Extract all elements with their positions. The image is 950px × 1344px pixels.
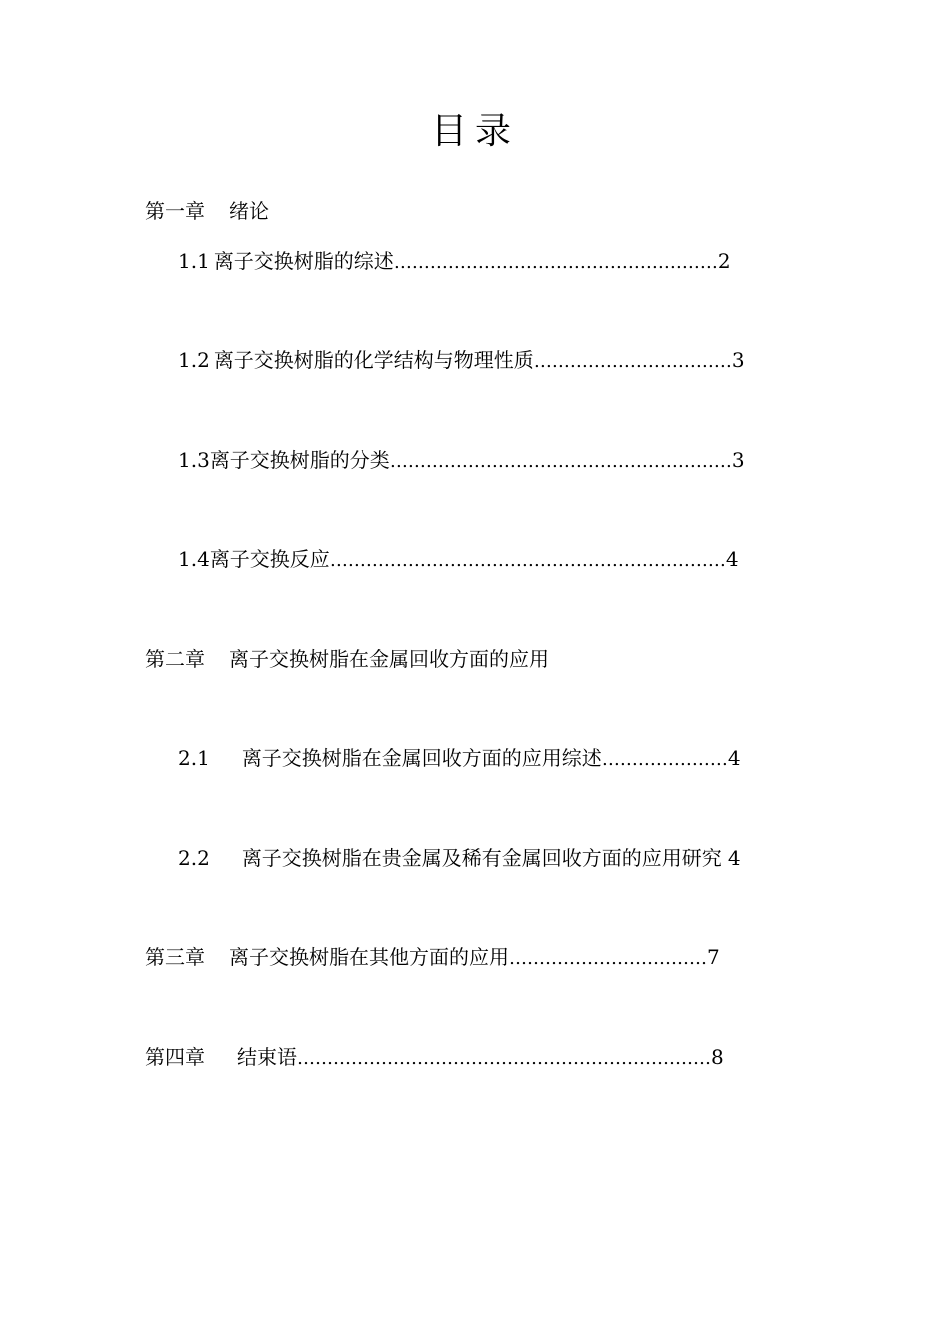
toc-chapter-number: 第一章	[145, 199, 205, 223]
toc-chapter-number: 第四章	[145, 1045, 205, 1069]
toc-entry-text: 离子交换树脂的分类	[209, 448, 390, 472]
toc-page-number: 4	[727, 746, 741, 770]
toc-entry[interactable]	[145, 1043, 724, 1073]
toc-leader-dots: ………………………………………………	[393, 252, 718, 273]
toc-page-number: 2	[717, 249, 731, 273]
toc-section-number: 2.1	[178, 746, 210, 770]
toc-entry-text: 离子交换树脂的综述	[213, 249, 394, 273]
toc-section-number: 1.1	[178, 249, 210, 273]
toc-entry[interactable]	[178, 844, 741, 872]
toc-entry-text: 绪论	[229, 199, 269, 223]
toc-entry	[145, 645, 549, 673]
toc-page-number: 4	[727, 846, 741, 870]
toc-entry[interactable]	[178, 346, 745, 376]
toc-entry-text: 离子交换树脂在其他方面的应用	[229, 945, 509, 969]
toc-title: 目录	[430, 111, 519, 152]
toc-leader-dots: ……………………………	[509, 948, 707, 969]
toc-entry-text: 离子交换树脂在金属回收方面的应用综述	[241, 746, 602, 770]
toc-chapter-number: 第二章	[145, 647, 205, 671]
toc-leader-dots: ……………………………	[533, 351, 732, 372]
toc-page-number: 8	[711, 1045, 724, 1069]
toc-leader-dots: …………………………………………………	[389, 451, 732, 472]
toc-leader-dots: ……………………………………………………………	[297, 1048, 711, 1069]
toc-entry-text: 离子交换树脂的化学结构与物理性质	[213, 348, 534, 372]
toc-page-number: 3	[731, 448, 745, 472]
toc-entry	[145, 197, 269, 225]
toc-entry-text: 结束语	[237, 1045, 297, 1069]
toc-entry[interactable]	[178, 744, 741, 774]
toc-chapter-number: 第三章	[145, 945, 205, 969]
toc-section-number: 1.4	[178, 547, 210, 571]
toc-section-number: 1.3	[178, 448, 210, 472]
toc-entry-text: 离子交换反应	[209, 547, 330, 571]
toc-entry[interactable]	[178, 247, 731, 277]
toc-leader-dots: …………………………………………………………	[329, 550, 726, 571]
toc-section-number: 1.2	[178, 348, 210, 372]
toc-entry[interactable]	[178, 446, 745, 476]
toc-page-number: 3	[731, 348, 745, 372]
toc-entry[interactable]	[145, 943, 720, 973]
toc-entry-text: 离子交换树脂在贵金属及稀有金属回收方面的应用研究	[241, 846, 722, 870]
toc-entry-text: 离子交换树脂在金属回收方面的应用	[229, 647, 549, 671]
toc-page-number: 7	[707, 945, 720, 969]
toc-leader-dots: …………………	[601, 749, 728, 770]
toc-section-number: 2.2	[178, 846, 210, 870]
toc-entry[interactable]	[178, 545, 739, 575]
toc-page-number: 4	[725, 547, 739, 571]
